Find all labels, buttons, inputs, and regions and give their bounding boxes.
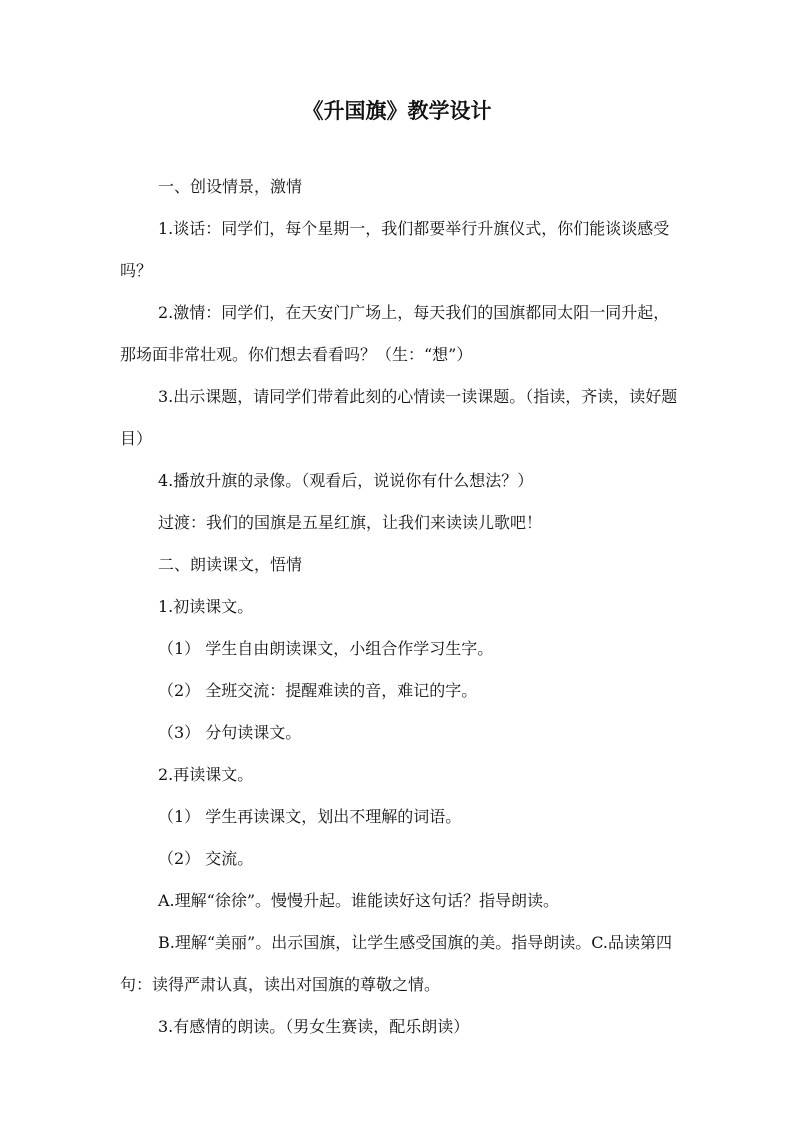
paragraph-2: 2.激情：同学们，在天安门广场上，每天我们的国旗都同太阳一同升起，那场面非常壮观。你们想去看看吗？（生：“想”） — [120, 303, 670, 364]
document-title: 《升国旗》教学设计 — [302, 98, 492, 123]
paragraph-13: B.理解“美丽”。出示国旗，让学生感受国旗的美。指导朗读。C.品读第四句：读得严肃认真，读出对国旗的尊敬之情。 — [120, 933, 672, 994]
paragraph-9: 2.再读课文。 — [158, 765, 254, 784]
paragraph-4: 4.播放升旗的录像。（观看后，说说你有什么想法？） — [158, 471, 534, 490]
section-heading-1: 一、创设情景，激情 — [158, 177, 303, 196]
paragraph-1: 1.谈话：同学们，每个星期一，我们都要举行升旗仪式，你们能谈谈感受吗？ — [120, 219, 670, 280]
paragraph-8: （3） 分句读课文。 — [158, 723, 302, 742]
paragraph-7: （2） 全班交流：提醒难读的音，难记的字。 — [158, 681, 478, 700]
paragraph-10: （1） 学生再读课文，划出不理解的词语。 — [158, 807, 462, 826]
paragraph-14: 3.有感情的朗读。（男女生赛读，配乐朗读） — [158, 1017, 470, 1036]
paragraph-11: （2） 交流。 — [158, 849, 254, 868]
paragraph-5: 1.初读课文。 — [158, 597, 254, 616]
document-body — [120, 166, 680, 1048]
section-heading-2: 二、朗读课文，悟情 — [158, 555, 303, 574]
paragraph-6: （1） 学生自由朗读课文，小组合作学习生字。 — [158, 639, 494, 658]
paragraph-3: 3.出示课题，请同学们带着此刻的心情读一读课题。（指读，齐读，读好题目） — [120, 387, 678, 448]
transition-paragraph: 过渡：我们的国旗是五星红旗，让我们来读读儿歌吧！ — [158, 513, 543, 532]
paragraph-12: A.理解“徐徐”。慢慢升起。谁能读好这句话？指导朗读。 — [158, 891, 560, 910]
